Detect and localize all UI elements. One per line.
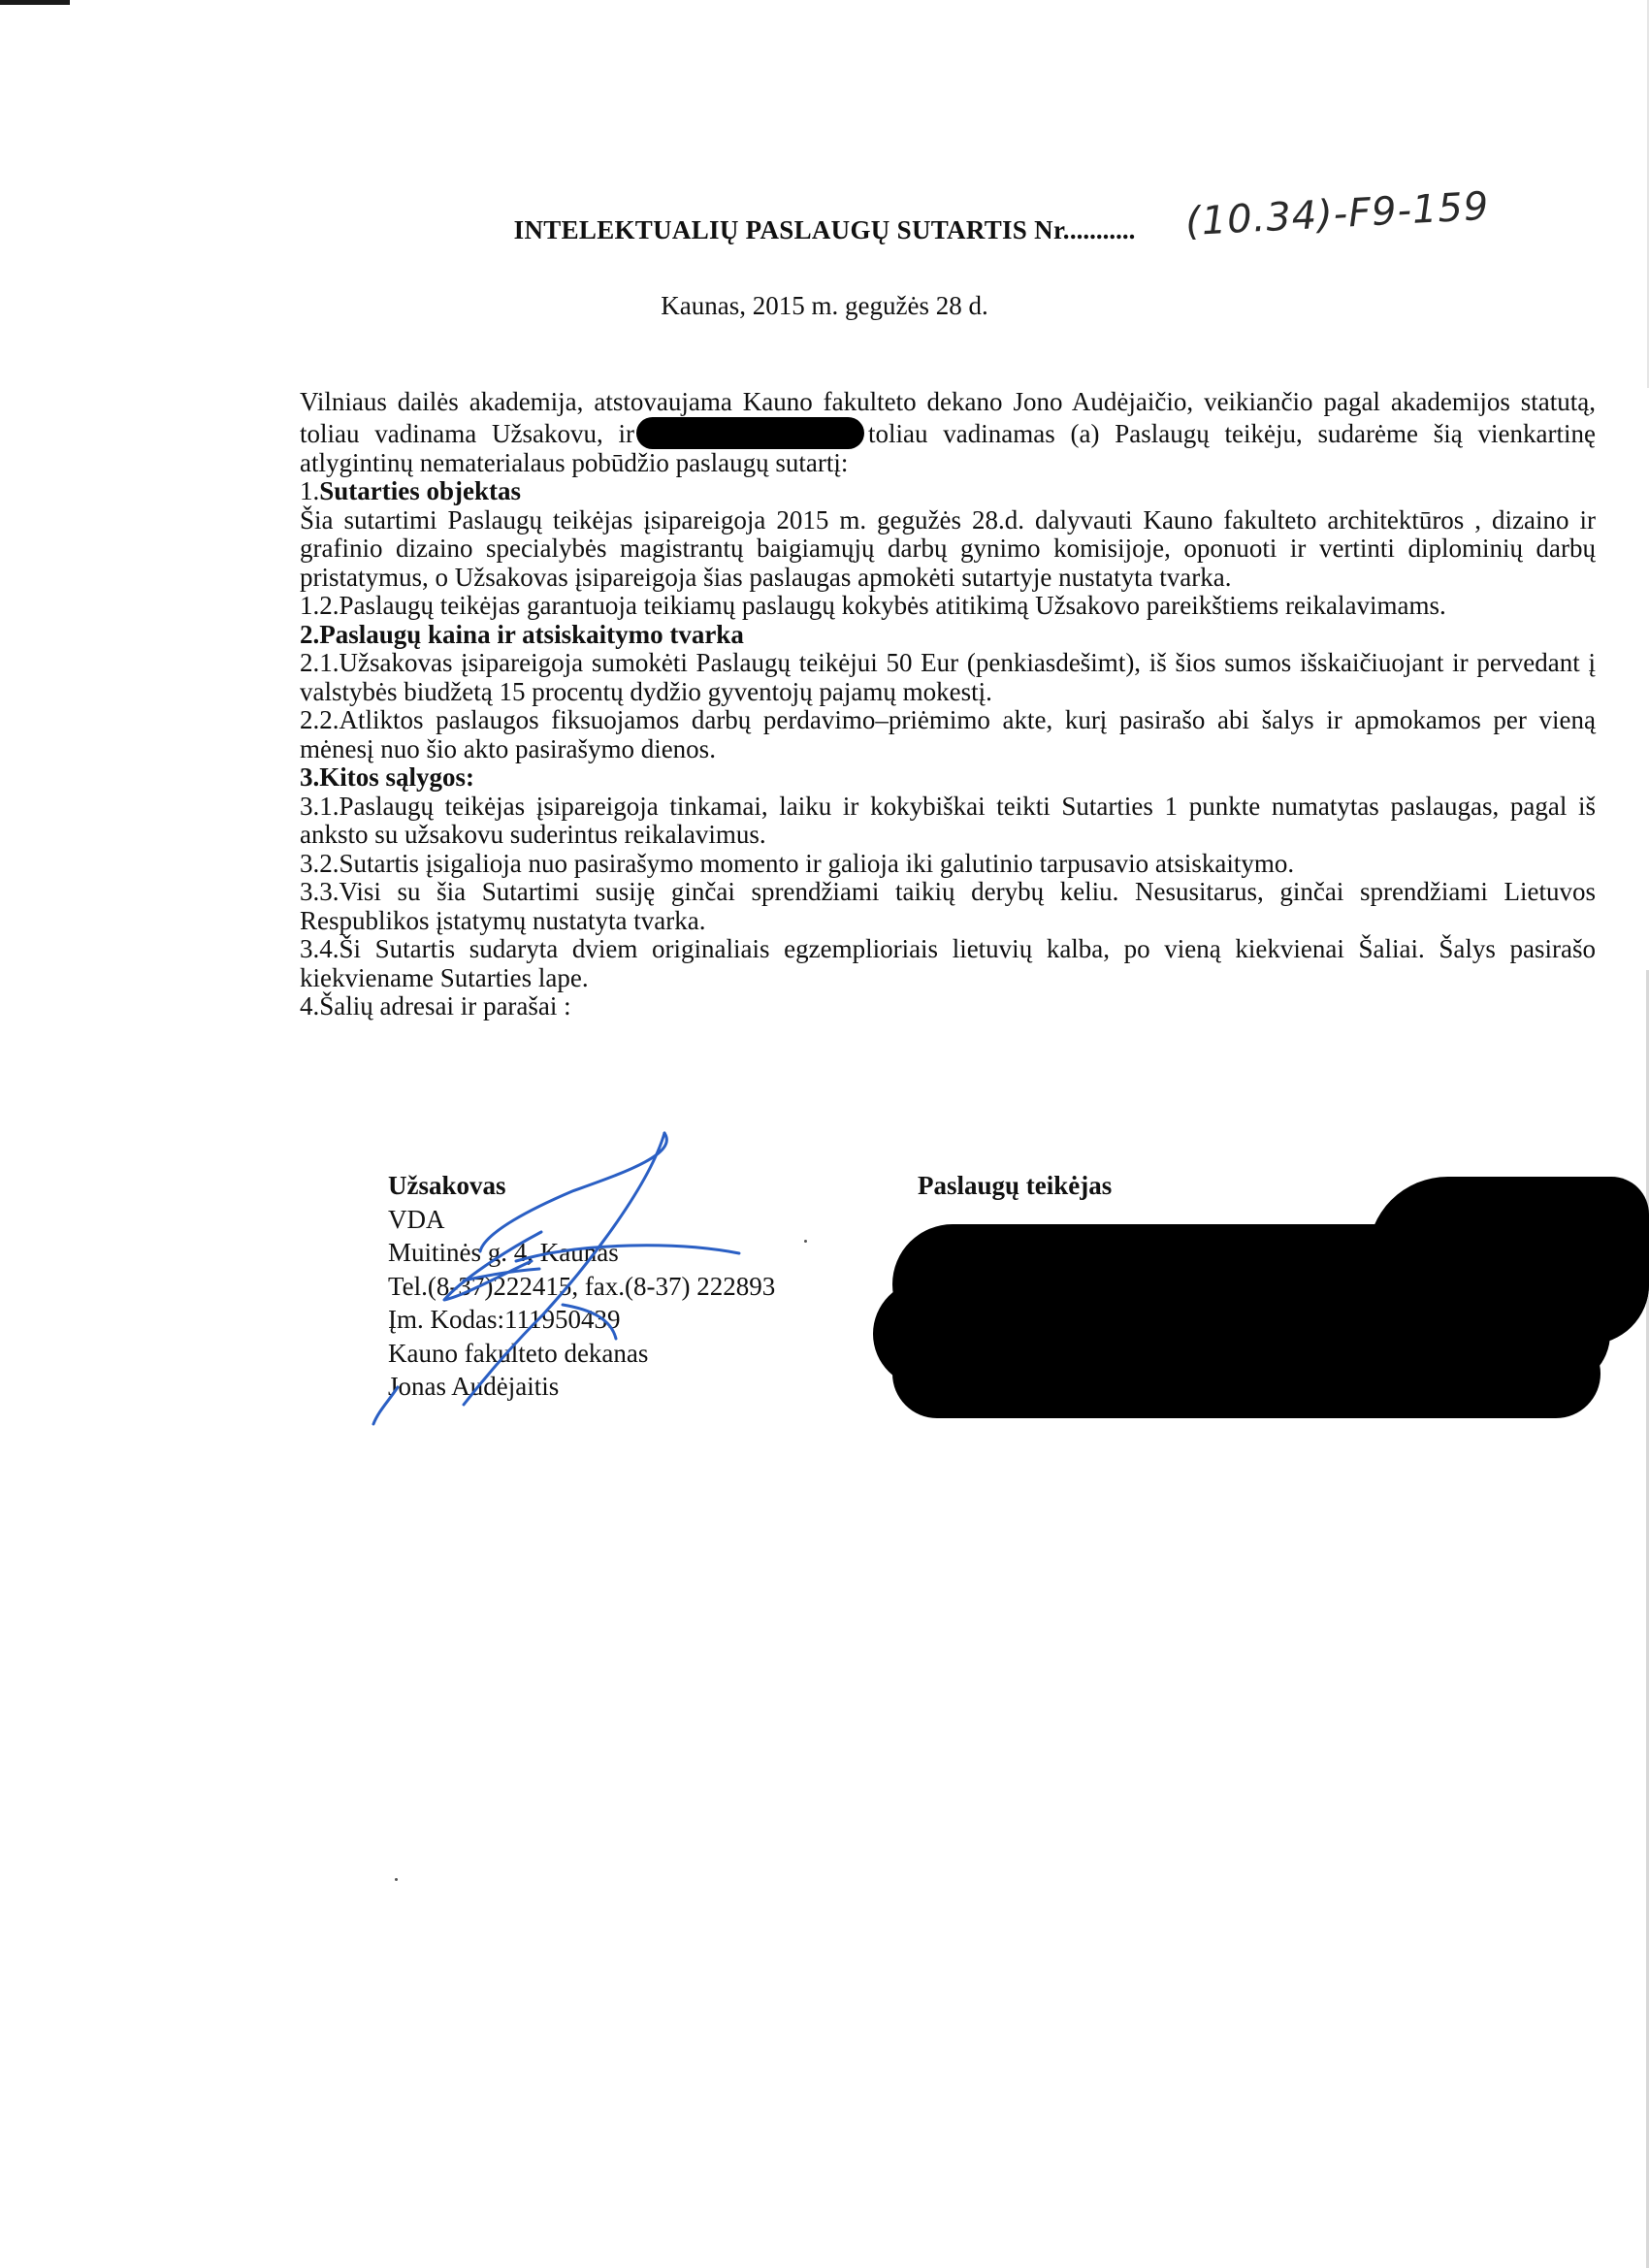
intro-paragraph	[300, 388, 1596, 477]
section-3-heading: 3.Kitos sąlygos:	[300, 762, 475, 792]
handwritten-contract-number: (10.34)-F9-159	[1184, 183, 1491, 245]
clause-2-2: 2.2.Atliktos paslaugos fiksuojamos darbų perdavimo–priėmimo akte, kurį pasirašo abi šalys ir apmokamos per vieną mėnesį nuo šio akto pasirašymo dienos.	[300, 705, 1596, 763]
title-number-dots: ..........	[1069, 215, 1136, 244]
contract-body	[300, 388, 1596, 1021]
title-text: INTELEKTUALIŲ PASLAUGŲ SUTARTIS Nr.	[513, 215, 1070, 244]
clause-1-2: 1.2.Paslaugų teikėjas garantuoja teikiamų paslaugų kokybės atitikimą Užsakovo pareikštiems reikalavimams.	[300, 591, 1446, 620]
client-company-code: Įm. Kodas:111950439	[388, 1305, 621, 1334]
clause-1-1: Šia sutartimi Paslaugų teikėjas įsipareigoja 2015 m. gegužės 28.d. dalyvauti Kauno fakulteto architektūros , dizaino ir grafinio dizaino specialybės magistrantų baigiamųjų darbų gynimo komisijoje, oponuoti ir vertinti diplominių darbų pristatymus, o Užsakovas įsipareigoja šias paslaugas apmokėti sutartyje nustatyta tvarka.	[300, 504, 1596, 592]
clause-2-1: 2.1.Užsakovas įsipareigoja sumokėti Paslaugų teikėjui 50 Eur (penkiasdešimt), iš šios sumos išskaičiuojant ir pervedant į valstybės biudžetą 15 procentų dydžio gyventojų pajamų mokestį.	[300, 648, 1596, 706]
client-signature	[369, 1116, 776, 1426]
section-1-number: 1.	[300, 476, 320, 505]
client-title: Užsakovas	[388, 1171, 506, 1200]
intro-text-after: toliau vadinamas (a) Paslaugų teikėju, sudarėme šią vienkartinę atlygintinų nematerialaus pobūdžio paslaugų sutartį:	[300, 418, 1596, 477]
section-1-heading	[300, 477, 1596, 506]
redaction-blob	[892, 1329, 1600, 1418]
clause-3-1: 3.1.Paslaugų teikėjas įsipareigoja tinkamai, laiku ir kokybiškai teikti Sutarties 1 punkte numatytas paslaugas, pagal iš anksto su užsakovu suderintus reikalavimus.	[300, 791, 1596, 849]
redacted-name	[636, 417, 864, 449]
client-signatory-name: Jonas Audėjaitis	[388, 1372, 560, 1401]
section-2-heading: 2.Paslaugų kaina ir atsiskaitymo tvarka	[300, 619, 744, 649]
clause-3-3: 3.3.Visi su šia Sutartimi susiję ginčai sprendžiami taikių derybų keliu. Nesusitarus, ginčai sprendžiami Lietuvos Respublikos įstatymų nustatyta tvarka.	[300, 877, 1596, 935]
scan-edge-mark	[0, 0, 70, 5]
clause-3-2: 3.2.Sutartis įsigalioja nuo pasirašymo momento ir galioja iki galutinio tarpusavio atsiskaitymo.	[300, 848, 1295, 878]
place-date: Kaunas, 2015 m. gegužės 28 d.	[661, 291, 988, 320]
section-4-heading: 4.Šalių adresai ir parašai :	[300, 991, 571, 1021]
client-phone: Tel.(8-37)222415, fax.(8-37) 222893	[388, 1271, 776, 1301]
provider-title: Paslaugų teikėjas	[918, 1171, 1113, 1200]
clause-3-4: 3.4.Ši Sutartis sudaryta dviem originaliais egzemplioriais lietuvių kalba, po vieną kiekvienai Šaliai. Šalys pasirašo kiekviename Sutarties lape.	[300, 934, 1596, 992]
client-address: Muitinės g. 4, Kaunas	[388, 1238, 619, 1267]
section-1-title: Sutarties objektas	[319, 476, 521, 505]
scan-speck	[395, 1878, 398, 1881]
client-org: VDA	[388, 1204, 445, 1234]
intro-text-before: Vilniaus dailės akademija, atstovaujama Kauno fakulteto dekano Jono Audėjaičio, veikiančio pagal akademijos statutą, toliau vadinama Užsakovu, ir	[300, 387, 1596, 448]
scan-speck	[804, 1240, 807, 1243]
client-position: Kauno fakulteto dekanas	[388, 1338, 649, 1368]
